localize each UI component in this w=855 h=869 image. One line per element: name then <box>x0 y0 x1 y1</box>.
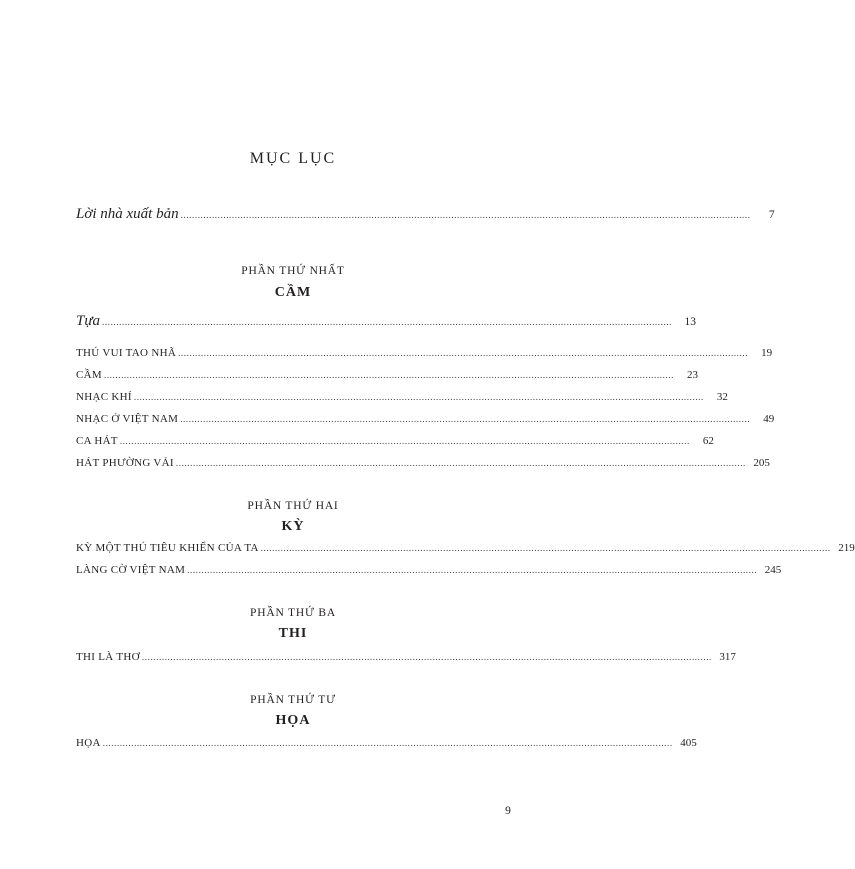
toc-entry-page: 62 <box>702 435 714 447</box>
toc-entry-label: CẦM <box>76 369 102 381</box>
toc-entry-label: CA HÁT <box>76 435 118 447</box>
toc-entry-label: LÀNG CỜ VIỆT NAM <box>76 564 186 576</box>
toc-entry-label: NHẠC Ở VIỆT NAM <box>76 413 179 425</box>
part-4-name: HỌA <box>275 713 311 728</box>
dot-leader: ........................................................................................................................................................................................................ <box>103 370 674 380</box>
toc-entry-label: Tựa <box>76 313 101 329</box>
toc-entry-label: KỲ MỘT THÚ TIÊU KHIỂN CỦA TA <box>76 542 259 554</box>
toc-entry <box>76 313 697 330</box>
toc-entry <box>76 391 728 403</box>
page-number: 9 <box>505 805 511 817</box>
toc-entry-page: 49 <box>763 413 775 425</box>
toc-entry-label: HỌA <box>76 737 101 749</box>
toc-entry-label: Lời nhà xuất bản <box>76 206 179 222</box>
toc-entry-page: 205 <box>753 457 770 469</box>
dot-leader: ........................................................................................................................................................................................................ <box>180 210 751 220</box>
toc-entry-page: 23 <box>686 369 698 381</box>
toc-entry-page: 7 <box>768 209 775 221</box>
part-1-label: PHẦN THỨ NHẤT <box>241 265 345 277</box>
dot-leader: ........................................................................................................................................................................................................ <box>175 458 746 468</box>
toc-entry-page: 19 <box>761 347 773 359</box>
dot-leader: ........................................................................................................................................................................................................ <box>102 738 673 748</box>
toc-entry <box>76 457 770 469</box>
dot-leader: ........................................................................................................................................................................................................ <box>260 543 831 553</box>
dot-leader: ........................................................................................................................................................................................................ <box>102 317 673 327</box>
toc-entry-label: THÚ VUI TAO NHÃ <box>76 347 177 359</box>
part-1-name: CẦM <box>274 285 312 300</box>
toc-entry <box>76 542 855 554</box>
toc-entry-page: 317 <box>719 651 736 663</box>
toc-entry <box>76 651 736 663</box>
part-3-label: PHẦN THỨ BA <box>250 607 336 619</box>
dot-leader: ........................................................................................................................................................................................................ <box>133 392 704 402</box>
part-4-label: PHẦN THỨ TƯ <box>250 694 336 706</box>
toc-entry <box>76 413 775 425</box>
toc-entry-page: 405 <box>680 737 697 749</box>
toc-entry-page: 13 <box>684 316 697 328</box>
toc-entry-page: 32 <box>716 391 728 403</box>
dot-leader: ........................................................................................................................................................................................................ <box>180 414 751 424</box>
toc-entry-page: 219 <box>838 542 855 554</box>
toc-entry <box>76 737 697 749</box>
dot-leader: ........................................................................................................................................................................................................ <box>178 348 749 358</box>
part-2-name: KỲ <box>281 519 305 534</box>
toc-entry-label: THI LÀ THƠ <box>76 651 140 663</box>
toc-entry <box>76 369 698 381</box>
toc-entry-label: HÁT PHƯỜNG VẢI <box>76 457 174 469</box>
part-2-label: PHẦN THỨ HAI <box>247 500 339 512</box>
part-3-name: THI <box>278 626 308 641</box>
toc-entry <box>76 347 773 359</box>
toc-entry-label: NHẠC KHÍ <box>76 391 132 403</box>
dot-leader: ........................................................................................................................................................................................................ <box>141 652 712 662</box>
toc-entry-page: 245 <box>764 564 782 576</box>
dot-leader: ........................................................................................................................................................................................................ <box>187 565 758 575</box>
dot-leader: ........................................................................................................................................................................................................ <box>119 436 690 446</box>
toc-entry <box>76 564 782 576</box>
toc-entry <box>76 435 714 447</box>
toc-entry-intro <box>76 206 775 223</box>
toc-title: MỤC LỤC <box>249 150 337 167</box>
